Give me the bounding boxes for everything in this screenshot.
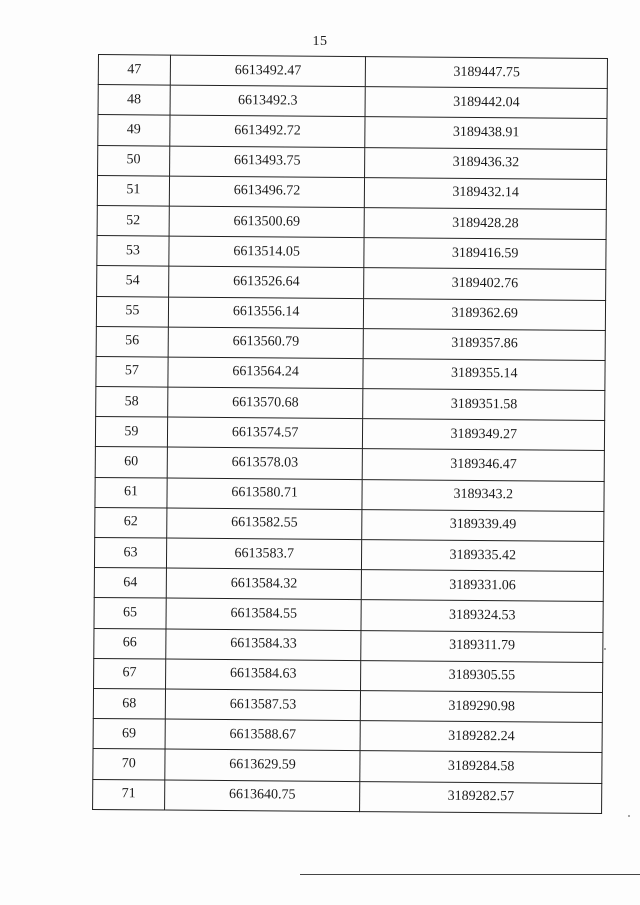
- table-row: [98, 145, 607, 179]
- x-coordinate-cell: 6613584.32: [166, 568, 362, 600]
- x-coordinate-cell: 6613570.68: [167, 387, 363, 419]
- x-coordinate-cell: 6613560.79: [168, 327, 364, 359]
- table-row: [95, 417, 604, 451]
- point-number-cell: 53: [97, 236, 169, 267]
- x-coordinate-cell: 6613492.47: [170, 55, 366, 87]
- point-number-cell: 68: [93, 688, 165, 719]
- x-coordinate-cell: 6613587.53: [165, 689, 361, 721]
- y-coordinate-cell: 3189324.53: [361, 600, 603, 632]
- scan-edge-line: [300, 874, 640, 875]
- table-row: [98, 85, 607, 119]
- point-number-cell: 55: [96, 296, 168, 327]
- table-row: [93, 749, 602, 783]
- table-row: [97, 175, 606, 209]
- table-row: [95, 507, 604, 541]
- y-coordinate-cell: 3189442.04: [365, 87, 607, 119]
- table-row: [97, 266, 606, 300]
- y-coordinate-cell: 3189355.14: [363, 358, 605, 390]
- x-coordinate-cell: 6613582.55: [167, 508, 363, 540]
- point-number-cell: 64: [94, 568, 166, 599]
- y-coordinate-cell: 3189331.06: [362, 570, 604, 602]
- y-coordinate-cell: 3189339.49: [362, 509, 604, 541]
- table-row: [98, 55, 607, 89]
- x-coordinate-cell: 6613492.3: [170, 85, 366, 117]
- y-coordinate-cell: 3189436.32: [365, 147, 607, 179]
- y-coordinate-cell: 3189284.58: [360, 751, 602, 783]
- table-row: [96, 296, 605, 330]
- x-coordinate-cell: 6613588.67: [165, 719, 361, 751]
- point-number-cell: 49: [98, 115, 170, 146]
- y-coordinate-cell: 3189290.98: [361, 691, 603, 723]
- x-coordinate-cell: 6613514.05: [169, 236, 365, 268]
- point-number-cell: 57: [96, 356, 168, 387]
- table-row: [97, 205, 606, 239]
- x-coordinate-cell: 6613578.03: [167, 447, 363, 479]
- point-number-cell: 67: [94, 658, 166, 689]
- x-coordinate-cell: 6613496.72: [169, 176, 365, 208]
- table-body: [93, 55, 608, 814]
- point-number-cell: 66: [94, 628, 166, 659]
- point-number-cell: 60: [95, 447, 167, 478]
- y-coordinate-cell: 3189335.42: [362, 540, 604, 572]
- y-coordinate-cell: 3189343.2: [362, 479, 604, 511]
- point-number-cell: 52: [97, 205, 169, 236]
- table-row: [94, 598, 603, 632]
- table-row: [95, 477, 604, 511]
- x-coordinate-cell: 6613584.33: [166, 629, 362, 661]
- table-row: [96, 387, 605, 421]
- coordinates-table: [92, 54, 608, 814]
- point-number-cell: 48: [98, 85, 170, 116]
- table-row: [93, 779, 602, 813]
- y-coordinate-cell: 3189428.28: [365, 208, 607, 240]
- table-row: [97, 236, 606, 270]
- x-coordinate-cell: 6613584.63: [165, 659, 361, 691]
- y-coordinate-cell: 3189349.27: [363, 419, 605, 451]
- x-coordinate-cell: 6613640.75: [164, 780, 360, 812]
- y-coordinate-cell: 3189432.14: [365, 177, 607, 209]
- table-row: [98, 115, 607, 149]
- table-row: [94, 658, 603, 692]
- y-coordinate-cell: 3189402.76: [364, 268, 606, 300]
- point-number-cell: 56: [96, 326, 168, 357]
- table-row: [94, 628, 603, 662]
- point-number-cell: 65: [94, 598, 166, 629]
- point-number-cell: 69: [93, 719, 165, 750]
- y-coordinate-cell: 3189362.69: [364, 298, 606, 330]
- x-coordinate-cell: 6613580.71: [167, 478, 363, 510]
- page-number: 15: [312, 34, 328, 49]
- y-coordinate-cell: 3189311.79: [361, 630, 603, 662]
- y-coordinate-cell: 3189282.57: [360, 781, 602, 813]
- x-coordinate-cell: 6613584.55: [166, 598, 362, 630]
- y-coordinate-cell: 3189447.75: [366, 57, 608, 89]
- x-coordinate-cell: 6613493.75: [169, 146, 365, 178]
- table-row: [95, 447, 604, 481]
- point-number-cell: 71: [93, 779, 165, 810]
- x-coordinate-cell: 6613500.69: [169, 206, 365, 238]
- x-coordinate-cell: 6613629.59: [165, 749, 361, 781]
- x-coordinate-cell: 6613574.57: [167, 417, 363, 449]
- point-number-cell: 61: [95, 477, 167, 508]
- y-coordinate-cell: 3189357.86: [364, 328, 606, 360]
- y-coordinate-cell: 3189438.91: [365, 117, 607, 149]
- point-number-cell: 63: [94, 537, 166, 568]
- y-coordinate-cell: 3189346.47: [363, 449, 605, 481]
- table-row: [93, 688, 602, 722]
- table-row: [96, 356, 605, 390]
- x-coordinate-cell: 6613492.72: [170, 115, 366, 147]
- x-coordinate-cell: 6613583.7: [166, 538, 362, 570]
- table-row: [96, 326, 605, 360]
- y-coordinate-cell: 3189416.59: [364, 238, 606, 270]
- y-coordinate-cell: 3189305.55: [361, 660, 603, 692]
- point-number-cell: 62: [95, 507, 167, 538]
- y-coordinate-cell: 3189282.24: [361, 721, 603, 753]
- point-number-cell: 54: [97, 266, 169, 297]
- scan-speck: [628, 815, 630, 817]
- point-number-cell: 70: [93, 749, 165, 780]
- table-row: [94, 568, 603, 602]
- point-number-cell: 59: [95, 417, 167, 448]
- x-coordinate-cell: 6613556.14: [168, 297, 364, 329]
- point-number-cell: 47: [98, 55, 170, 86]
- scan-speck: [604, 648, 606, 650]
- point-number-cell: 50: [98, 145, 170, 176]
- table-row: [93, 719, 602, 753]
- x-coordinate-cell: 6613564.24: [168, 357, 364, 389]
- x-coordinate-cell: 6613526.64: [168, 266, 364, 298]
- y-coordinate-cell: 3189351.58: [363, 389, 605, 421]
- point-number-cell: 51: [97, 175, 169, 206]
- table-row: [94, 537, 603, 571]
- point-number-cell: 58: [96, 387, 168, 418]
